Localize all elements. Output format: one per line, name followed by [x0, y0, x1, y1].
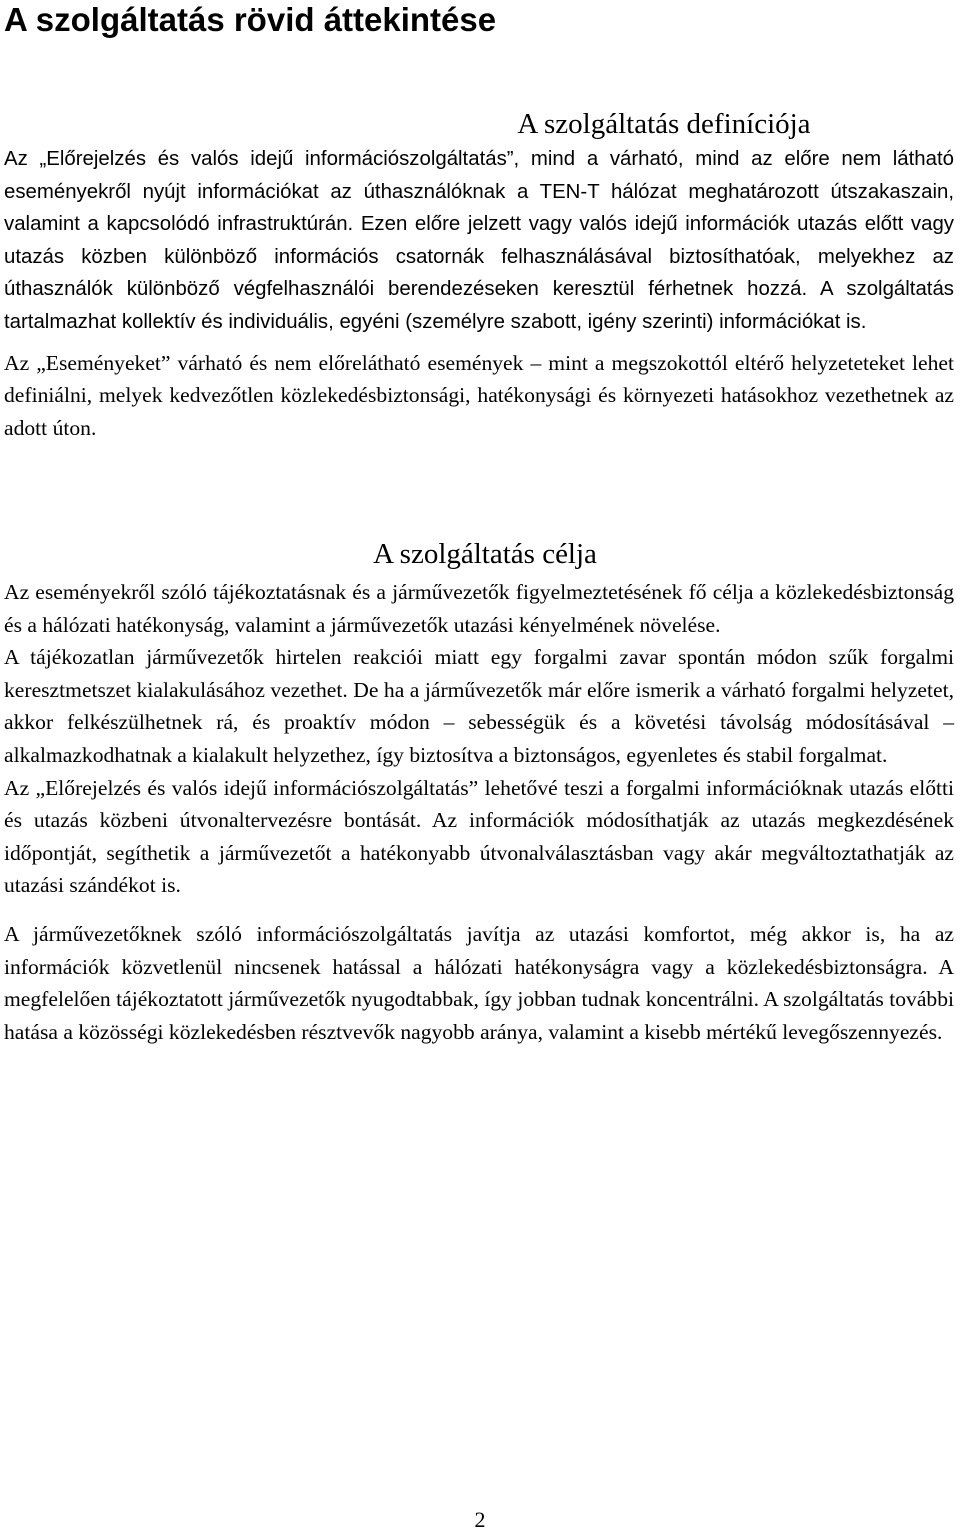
section-heading-goal: A szolgáltatás célja	[373, 538, 597, 570]
page-title: A szolgáltatás rövid áttekintése	[4, 1, 497, 38]
page-number: 2	[474, 1507, 486, 1532]
goal-paragraph-4: A járművezetőknek szóló információszolgáltatás javítja az utazási komfortot, még akkor is, ha az információk közvetlenül nincsenek hatással a hálózati hatékonyságra vagy a közlekedésbiztonságra. A megfelelően tájékoztatott járművezetők nyugodtabbak, így jobban tudnak koncentrálni. A szolgáltatás további hatása a közösségi közlekedésben résztvevők nagyobb aránya, valamint a kisebb mértékű levegőszennyezés.	[4, 921, 954, 1044]
definition-paragraph-2: Az „Eseményeket” várható és nem előrelátható események – mint a megszokottól eltérő helyzeteteket lehet definiálni, melyek kedvezőtlen közlekedésbiztonsági, hatékonysági és környezeti hatásokhoz vezethetnek az adott úton.	[4, 350, 954, 440]
goal-paragraph-1: Az eseményekről szóló tájékoztatásnak és a járművezetők figyelmeztetésének fő célja a közlekedésbiztonság és a hálózati hatékonyság, valamint a járművezetők utazási kényelmének növelése.	[4, 580, 954, 637]
definition-paragraph-1: Az „Előrejelzés és valós idejű információszolgáltatás”, mind a várható, mind az előre nem látható eseményekről nyújt információkat az úthasználóknak a TEN-T hálózat meghatározott útszakaszain, valamint a kapcsolódó infrastruktúrán. Ezen előre jelzett vagy valós idejű információk utazás előtt vagy utazás közben különböző információs csatornák felhasználásával biztosíthatóak, melyekhez az úthasználók különböző végfelhasználói berendezéseken keresztül férhetnek hozzá. A szolgáltatás tartalmazhat kollektív és individuális, egyéni (személyre szabott, igény szerinti) információkat is.	[4, 148, 954, 333]
section-goal	[4, 536, 954, 1048]
goal-paragraph-2: A tájékozatlan járművezetők hirtelen reakciói miatt egy forgalmi zavar spontán módon szűk forgalmi keresztmetszet kialakulásához vezethet. De ha a járművezetők már előre ismerik a várható forgalmi helyzetet, akkor felkészülhetnek rá, és proaktív módon – sebességük és a követési távolság módosításával – alkalmazkodhatnak a kialakult helyzethez, így biztosítva a biztonságos, egyenletes és stabil forgalmat.	[4, 645, 954, 767]
section-definition	[4, 106, 954, 444]
section-heading-definition: A szolgáltatás definíciója	[517, 108, 811, 140]
goal-paragraph-3: Az „Előrejelzés és valós idejű információszolgáltatás” lehetővé teszi a forgalmi információknak utazás előtti és utazás közbeni útvonaltervezésre bontását. Az információk módosíthatják az utazás megkezdésének időpontját, segíthetik a járművezetőt a hatékonyabb útvonalválasztásban vagy akár megváltoztathatják az utazási szándékot is.	[4, 775, 954, 898]
